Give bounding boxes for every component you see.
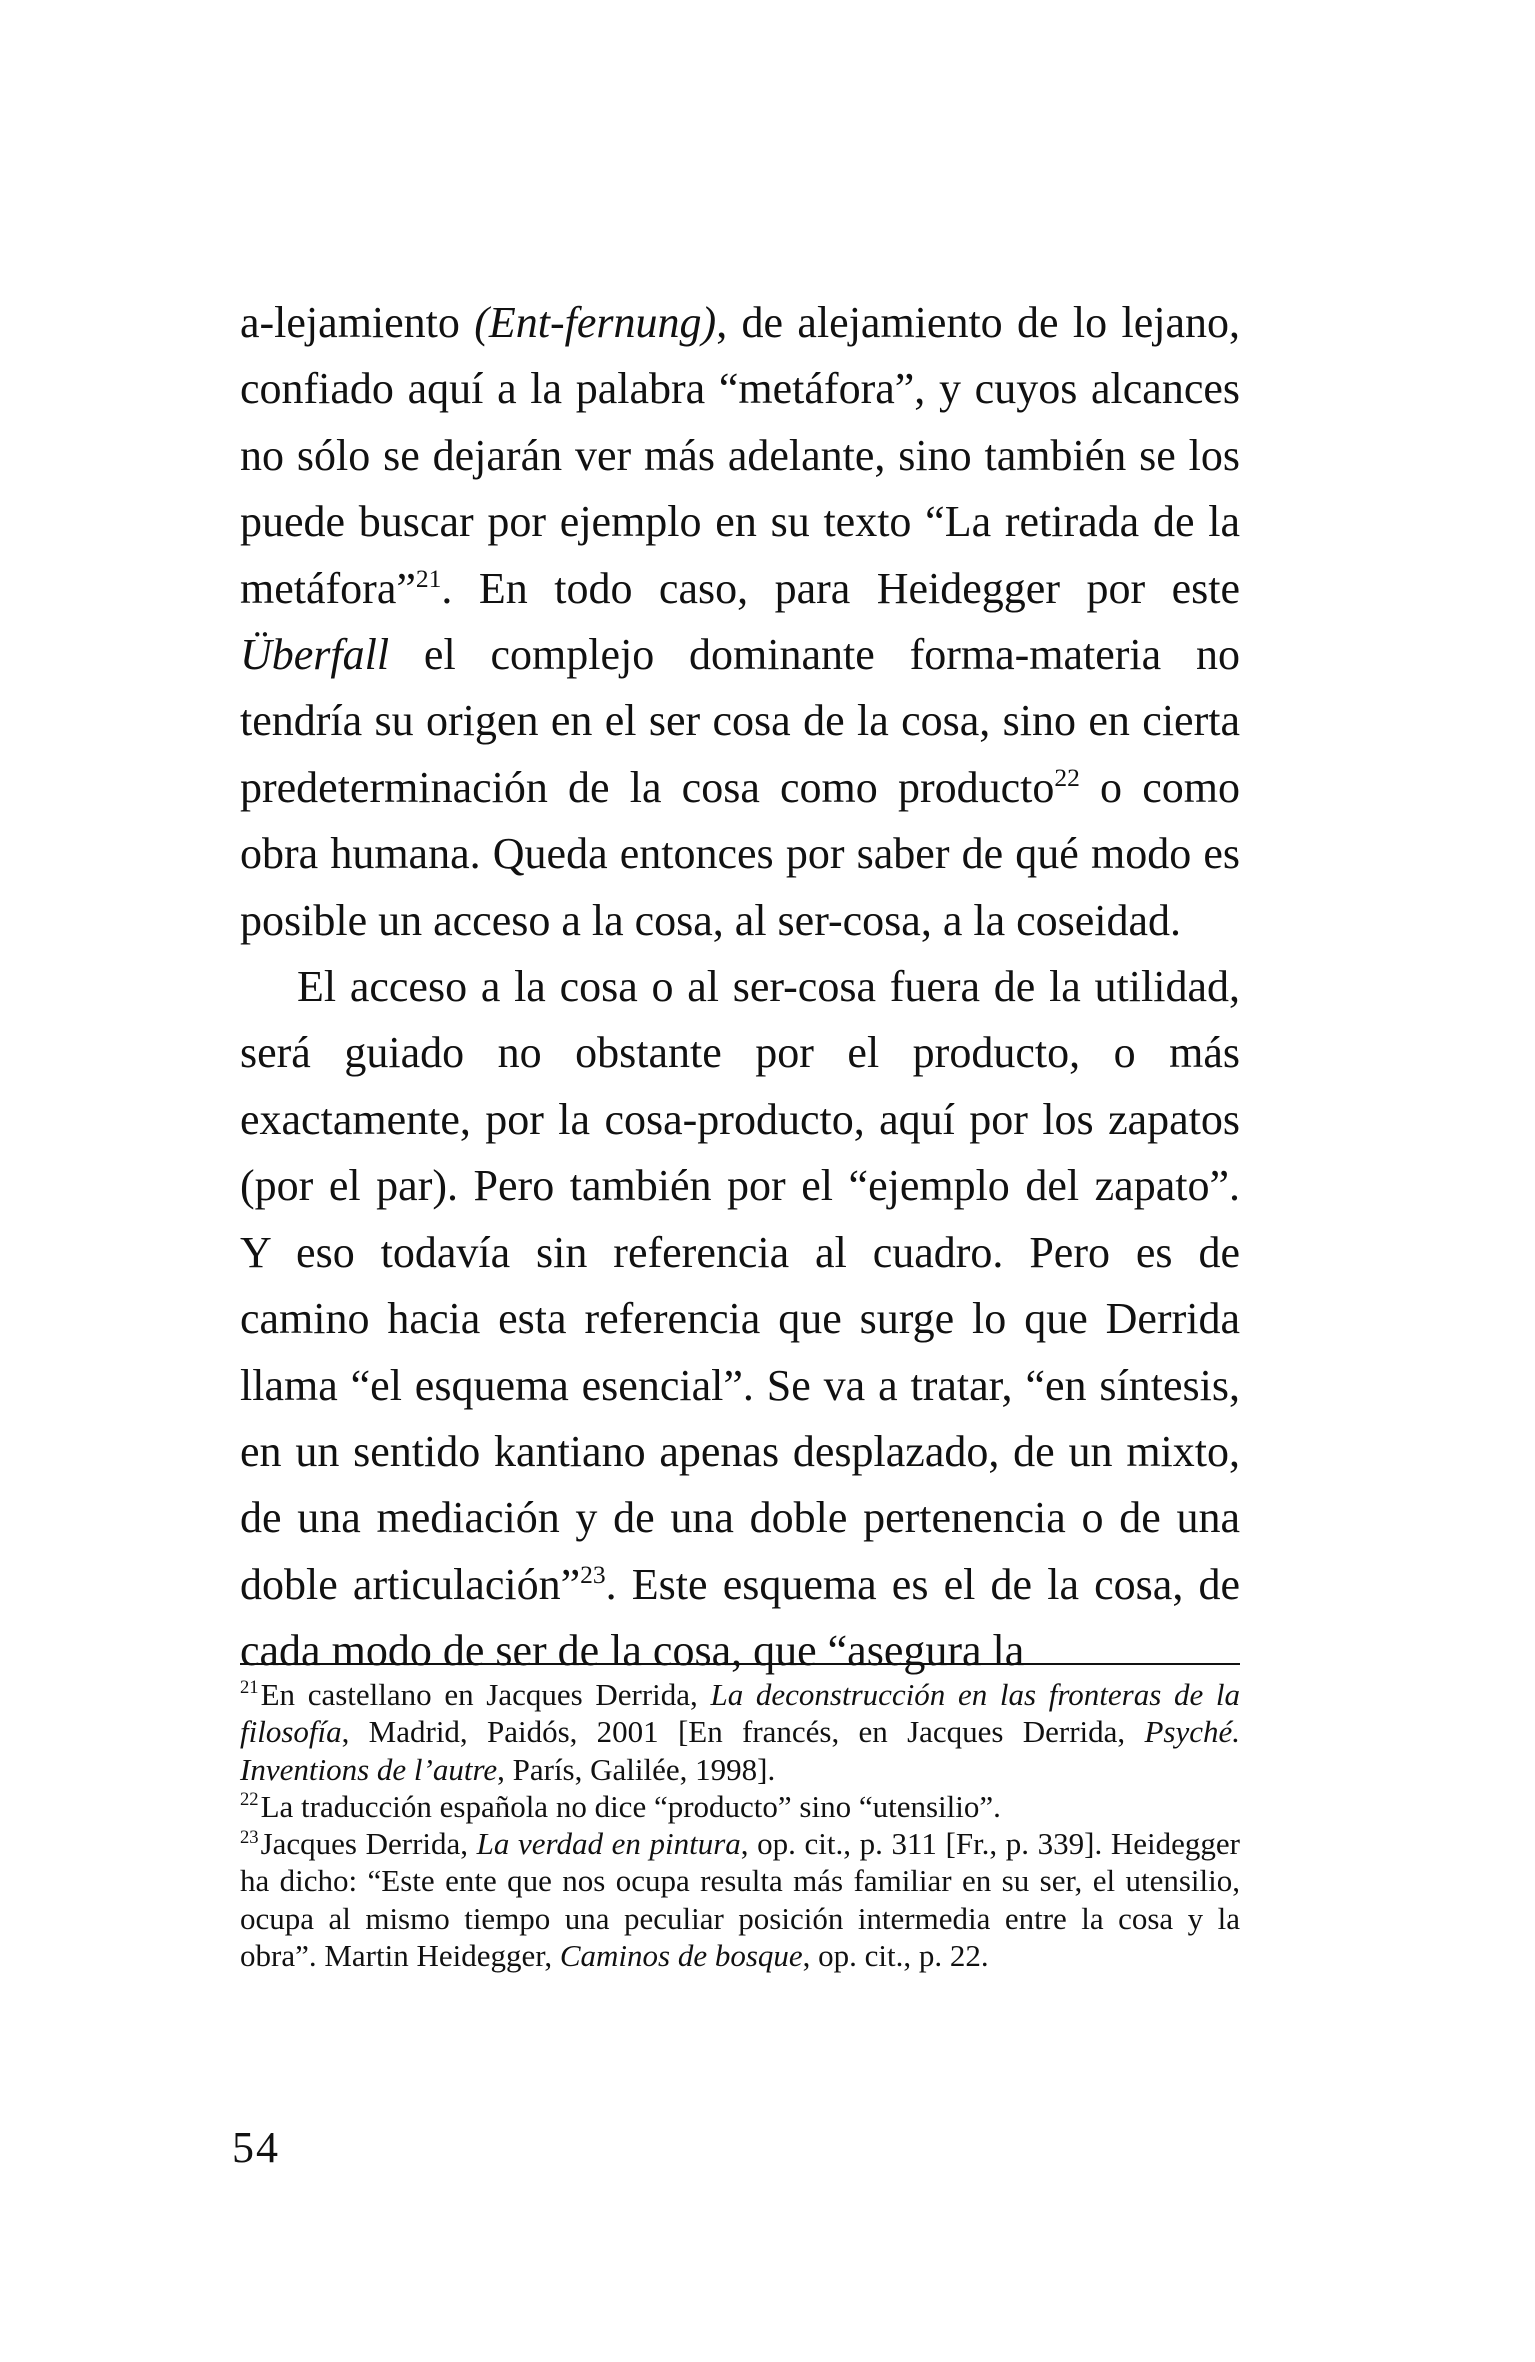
footnote-ref-22[interactable]: 22 xyxy=(1054,763,1080,793)
emphasis-uberfall: Überfall xyxy=(240,630,390,680)
footnote-number-21: 21 xyxy=(240,1677,259,1699)
footnote-number-22: 22 xyxy=(240,1789,259,1811)
footnote-21: $^{21}$En castellano en Jacques Derrida, La deconstrucción en las fronteras de la filosofía, Madrid, Paidós, 2001 [En francés, en Jacques Derrida, Psyché. Inventions de l’autre, París, Galilée, 1998]. xyxy=(240,1677,1240,1787)
paragraph-1: a-lejamiento (Ent-fernung), de alejamiento de lo lejano, confiado aquí a la palabra “metáfora”, y cuyos alcances no sólo se dejarán ver más adelante, sino también se los puede buscar por ejemplo en su texto “La retirada de la metáfora”$^{21}$. En todo caso, para Heidegger por este Überfall el complejo dominante forma-materia no tendría su origen en el ser cosa de la cosa, sino en cierta predeterminación de la cosa como producto$^{22}$ o como obra humana. Queda entonces por saber de qué modo es posible un acceso a la cosa, al ser-cosa, a la coseidad. xyxy=(240,298,1240,945)
emphasis-ent-fernung: (Ent-fernung) xyxy=(474,298,717,347)
footnotes xyxy=(240,1676,1240,1974)
main-text xyxy=(240,290,1240,1685)
footnote-ref-23[interactable]: 23 xyxy=(580,1559,606,1589)
footnote-separator xyxy=(240,1663,1240,1665)
footnote-23: $^{23}$Jacques Derrida, La verdad en pintura, op. cit., p. 311 [Fr., p. 339]. Heidegger ha dicho: “Este ente que nos ocupa resulta más familiar en su ser, el utensilio, ocupa al mismo tiempo una peculiar posición intermedia entre la cosa y la obra”. Martin Heidegger, Caminos de bosque, op. cit., p. 22. xyxy=(240,1826,1240,1974)
footnote-22: $^{22}$La traducción española no dice “producto” sino “utensilio”. xyxy=(240,1788,1001,1824)
footnote-number-23: 23 xyxy=(240,1826,259,1848)
footnote-ref-21[interactable]: 21 xyxy=(415,563,442,593)
paragraph-2: El acceso a la cosa o al ser-cosa fuera de la utilidad, será guiado no obstante por el producto, o más exactamente, por la cosa-producto, aquí por los zapatos (por el par). Pero también por el “ejemplo del zapato”. Y eso todavía sin referencia al cuadro. Pero es de camino hacia esta referencia que surge lo que Derrida llama “el esquema esencial”. Se va a tratar, “en síntesis, en un sentido kantiano apenas desplazado, de un mixto, de una mediación y de una doble pertenencia o de una doble articulación”$^{23}$. Este esquema es el de la cosa, de cada modo de ser de la cosa, que “asegura la xyxy=(240,962,1241,1676)
page-number: 54 xyxy=(232,2123,280,2172)
